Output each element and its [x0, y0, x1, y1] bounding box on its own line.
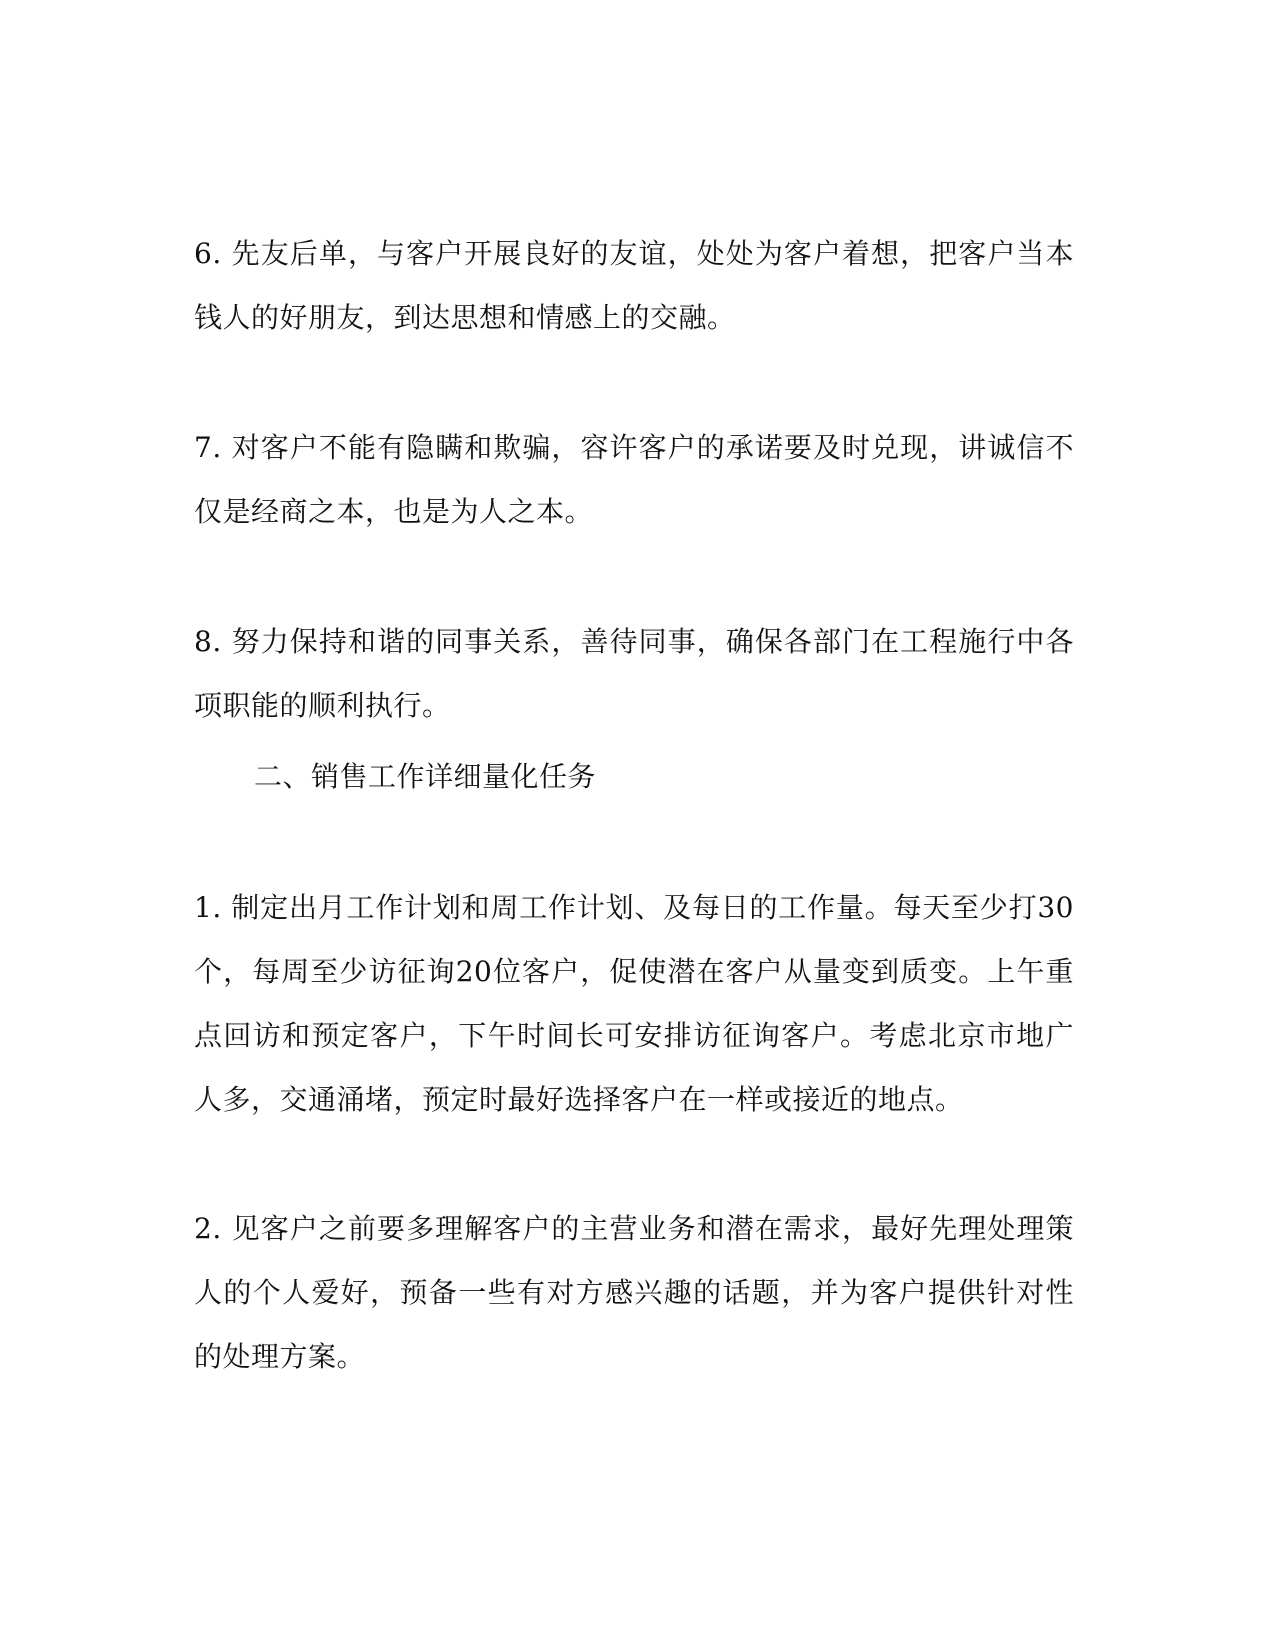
paragraph-item-2: 2. 见客户之前要多理解客户的主营业务和潜在需求，最好先理处理策人的个人爱好，预备一些有对方感兴趣的话题，并为客户提供针对性的处理方案。 [194, 1212, 1074, 1373]
paragraph-item-8: 8. 努力保持和谐的同事关系，善待同事，确保各部门在工程施行中各项职能的顺利执行。 [194, 625, 1074, 722]
paragraph-item-7: 7. 对客户不能有隐瞒和欺骗，容许客户的承诺要及时兑现，讲诚信不仅是经商之本，也是为人之本。 [194, 431, 1074, 528]
section-heading: 二、销售工作详细量化任务 [254, 760, 597, 793]
paragraph-item-1: 1. 制定出月工作计划和周工作计划、及每日的工作量。每天至少打30个，每周至少访征询20位客户，促使潜在客户从量变到质变。上午重点回访和预定客户，下午时间长可安排访征询客户。考虑北京市地广人多，交通涌堵，预定时最好选择客户在一样或接近的地点。 [194, 891, 1074, 1116]
paragraph-item-6: 6. 先友后单，与客户开展良好的友谊，处处为客户着想，把客户当本钱人的好朋友，到达思想和情感上的交融。 [194, 237, 1074, 334]
